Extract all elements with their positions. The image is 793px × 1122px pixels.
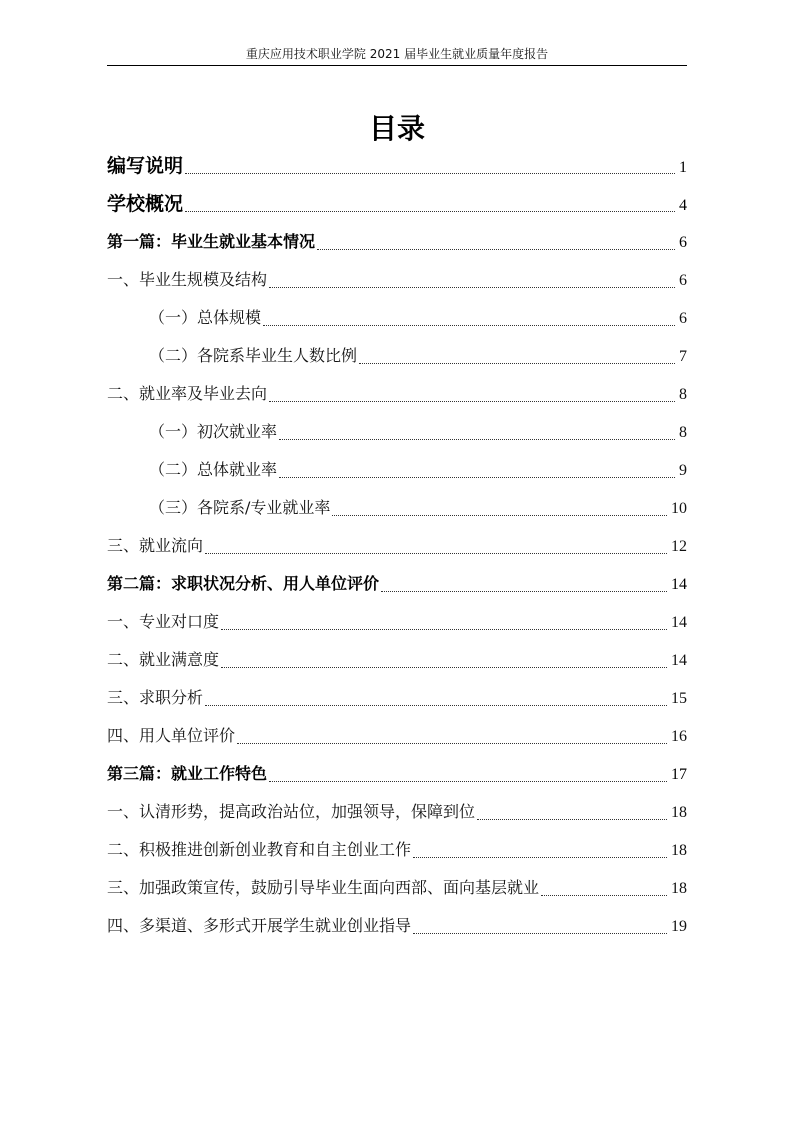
toc-page-number: 10 bbox=[671, 500, 687, 517]
toc-entry[interactable] bbox=[107, 565, 687, 603]
toc-entry-label: 三、求职分析 bbox=[107, 688, 204, 707]
toc-entry[interactable] bbox=[107, 147, 687, 185]
table-of-contents bbox=[107, 147, 687, 945]
toc-entry[interactable] bbox=[107, 755, 687, 793]
toc-page-number: 6 bbox=[679, 272, 687, 289]
toc-entry-label: 一、毕业生规模及结构 bbox=[107, 270, 268, 289]
toc-leader-dots bbox=[381, 591, 667, 592]
toc-leader-dots bbox=[269, 401, 675, 402]
toc-leader-dots bbox=[477, 819, 667, 820]
toc-leader-dots bbox=[413, 933, 667, 934]
toc-entry[interactable] bbox=[107, 375, 687, 413]
toc-entry[interactable] bbox=[107, 299, 687, 337]
toc-leader-dots bbox=[332, 515, 667, 516]
toc-page-number: 18 bbox=[671, 842, 687, 859]
toc-entry-label: 一、专业对口度 bbox=[107, 612, 220, 631]
toc-entry-label: 四、多渠道、多形式开展学生就业创业指导 bbox=[107, 916, 412, 935]
toc-page-number: 18 bbox=[671, 880, 687, 897]
toc-page-number: 16 bbox=[671, 728, 687, 745]
toc-page-number: 14 bbox=[671, 614, 687, 631]
toc-entry[interactable] bbox=[107, 793, 687, 831]
toc-entry-label: 一、认清形势，提高政治站位，加强领导，保障到位 bbox=[107, 802, 476, 821]
toc-entry-label: （一）总体规模 bbox=[149, 308, 262, 327]
toc-leader-dots bbox=[413, 857, 667, 858]
toc-entry-label: 三、加强政策宣传，鼓励引导毕业生面向西部、面向基层就业 bbox=[107, 878, 540, 897]
toc-entry[interactable] bbox=[107, 261, 687, 299]
toc-page-number: 15 bbox=[671, 690, 687, 707]
toc-entry[interactable] bbox=[107, 907, 687, 945]
toc-entry[interactable] bbox=[107, 223, 687, 261]
toc-page-number: 8 bbox=[679, 386, 687, 403]
toc-entry-label: （二）各院系毕业生人数比例 bbox=[149, 346, 358, 365]
toc-page-number: 1 bbox=[679, 159, 687, 176]
toc-entry-label: （二）总体就业率 bbox=[149, 460, 278, 479]
toc-page-number: 18 bbox=[671, 804, 687, 821]
toc-entry[interactable] bbox=[107, 489, 687, 527]
toc-leader-dots bbox=[185, 211, 675, 212]
toc-leader-dots bbox=[237, 743, 667, 744]
toc-leader-dots bbox=[541, 895, 667, 896]
page-title: 目录 bbox=[368, 111, 425, 145]
toc-page-number: 9 bbox=[679, 462, 687, 479]
toc-page-number: 7 bbox=[679, 348, 687, 365]
toc-entry[interactable] bbox=[107, 869, 687, 907]
header-divider bbox=[107, 65, 687, 66]
toc-entry[interactable] bbox=[107, 831, 687, 869]
toc-page-number: 8 bbox=[679, 424, 687, 441]
toc-leader-dots bbox=[221, 667, 667, 668]
toc-entry-label: （一）初次就业率 bbox=[149, 422, 278, 441]
toc-entry-label: 第一篇：毕业生就业基本情况 bbox=[107, 232, 316, 251]
toc-leader-dots bbox=[185, 173, 675, 174]
toc-entry-label: 第二篇：求职状况分析、用人单位评价 bbox=[107, 574, 380, 593]
toc-leader-dots bbox=[263, 325, 675, 326]
toc-page-number: 14 bbox=[671, 652, 687, 669]
toc-entry-label: （三）各院系/专业就业率 bbox=[149, 498, 331, 517]
toc-leader-dots bbox=[359, 363, 675, 364]
toc-leader-dots bbox=[269, 781, 667, 782]
toc-leader-dots bbox=[205, 553, 667, 554]
toc-leader-dots bbox=[221, 629, 667, 630]
toc-entry-label: 四、用人单位评价 bbox=[107, 726, 236, 745]
toc-leader-dots bbox=[317, 249, 675, 250]
toc-leader-dots bbox=[279, 477, 675, 478]
toc-page-number: 12 bbox=[671, 538, 687, 555]
toc-page-number: 6 bbox=[679, 234, 687, 251]
toc-entry[interactable] bbox=[107, 641, 687, 679]
toc-entry-label: 二、就业率及毕业去向 bbox=[107, 384, 268, 403]
toc-page-number: 19 bbox=[671, 918, 687, 935]
toc-entry-label: 二、积极推进创新创业教育和自主创业工作 bbox=[107, 840, 412, 859]
toc-page-number: 14 bbox=[671, 576, 687, 593]
toc-entry[interactable] bbox=[107, 603, 687, 641]
toc-entry-label: 学校概况 bbox=[107, 193, 184, 215]
toc-entry[interactable] bbox=[107, 451, 687, 489]
toc-leader-dots bbox=[279, 439, 675, 440]
toc-entry-label: 第三篇：就业工作特色 bbox=[107, 764, 268, 783]
toc-page-number: 6 bbox=[679, 310, 687, 327]
toc-entry[interactable] bbox=[107, 527, 687, 565]
toc-entry[interactable] bbox=[107, 185, 687, 223]
toc-page-number: 4 bbox=[679, 197, 687, 214]
toc-entry[interactable] bbox=[107, 413, 687, 451]
toc-entry[interactable] bbox=[107, 337, 687, 375]
toc-leader-dots bbox=[269, 287, 675, 288]
toc-entry-label: 编写说明 bbox=[107, 155, 184, 177]
toc-page-number: 17 bbox=[671, 766, 687, 783]
toc-entry[interactable] bbox=[107, 679, 687, 717]
toc-entry[interactable] bbox=[107, 717, 687, 755]
toc-leader-dots bbox=[205, 705, 667, 706]
page-header: 重庆应用技术职业学院 2021 届毕业生就业质量年度报告 bbox=[245, 47, 549, 61]
toc-entry-label: 二、就业满意度 bbox=[107, 650, 220, 669]
toc-entry-label: 三、就业流向 bbox=[107, 536, 204, 555]
